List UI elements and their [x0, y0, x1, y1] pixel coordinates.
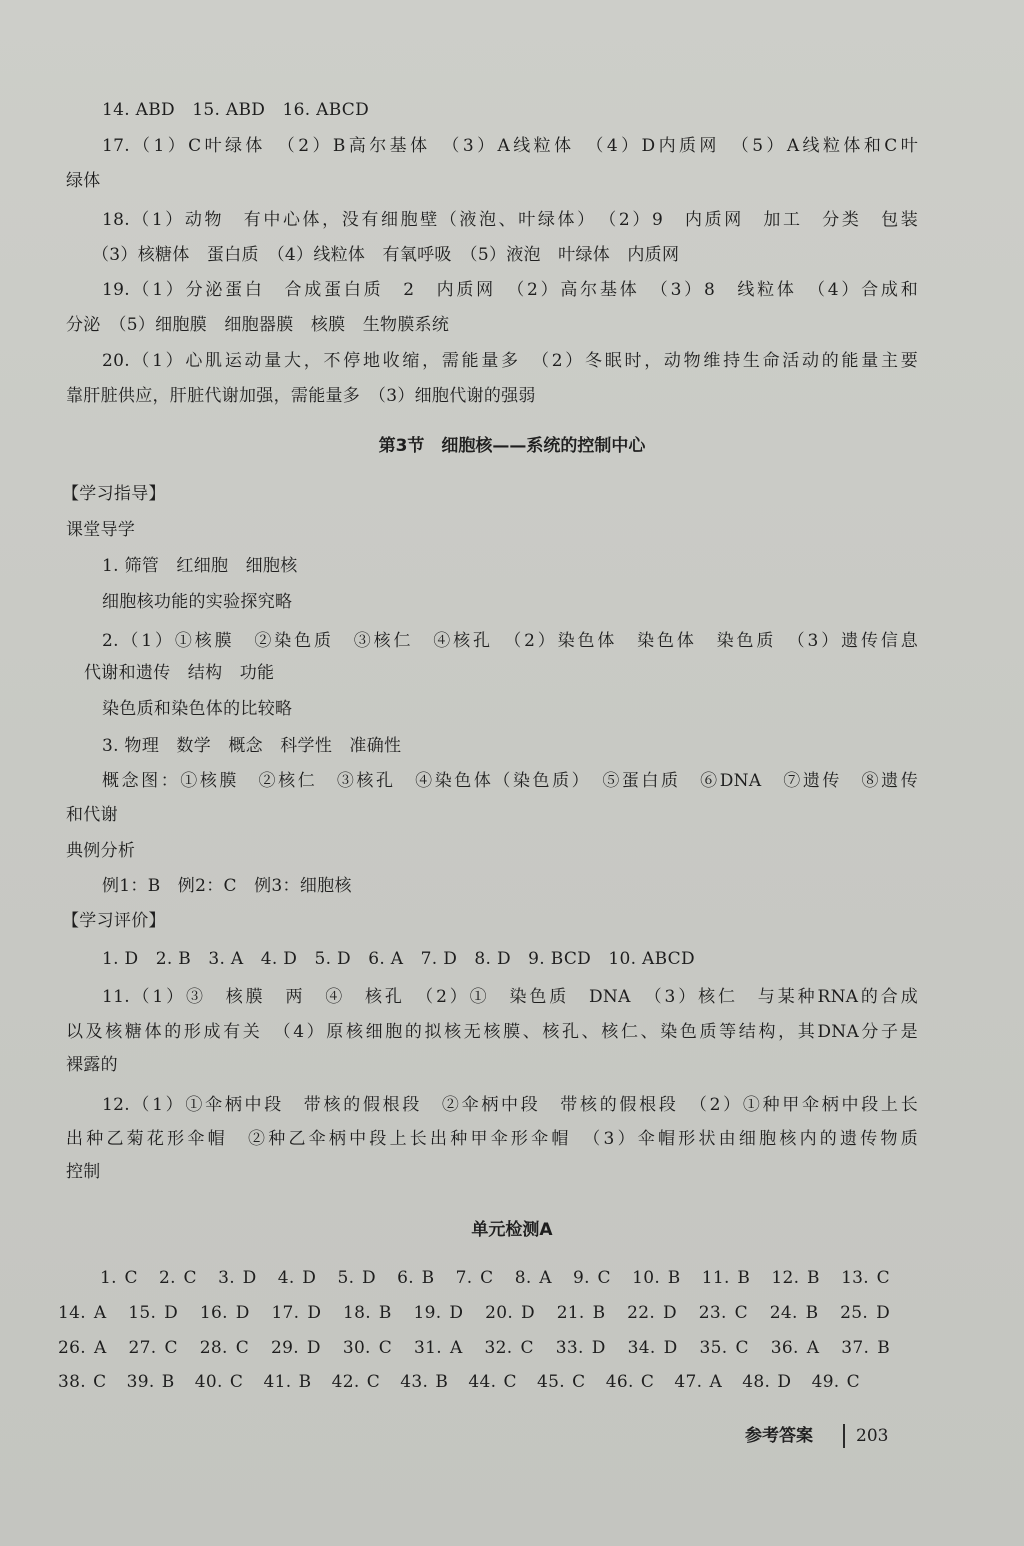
unit-test-answers-row-2: 14. A 15. D 16. D 17. D 18. B 19. D 20. D 21. B 22. D 23. C 24. B 25. D: [58, 1303, 890, 1323]
answer-line-18: 18.（1）动物 有中心体，没有细胞壁（液泡、叶绿体） （2）9 内质网 加工 分类 包装: [102, 210, 918, 230]
footer-divider: [843, 1424, 845, 1448]
evaluation-answer-11: 11.（1）③ 核膜 两 ④ 核孔 （2）① 染色质 DNA （3）核仁 与某种RNA的合成: [102, 987, 918, 1007]
guide-item-2: 2.（1）①核膜 ②染色质 ③核仁 ④核孔 （2）染色体 染色体 染色质 （3）遗传信息: [102, 631, 918, 651]
study-evaluation-heading: 【学习评价】: [62, 911, 166, 931]
unit-test-heading: 单元检测A: [471, 1220, 553, 1240]
answer-line-17-cont: 绿体: [66, 171, 101, 191]
evaluation-answers-1-10: 1. D 2. B 3. A 4. D 5. D 6. A 7. D 8. D 9. BCD 10. ABCD: [102, 949, 695, 969]
answer-line-19-cont: 分泌 （5）细胞膜 细胞器膜 核膜 生物膜系统: [66, 315, 450, 335]
answer-line-17: 17.（1）C叶绿体 （2）B高尔基体 （3）A线粒体 （4）D内质网 （5）A线粒体和C叶: [102, 136, 918, 156]
guide-item-1: 1. 筛管 红细胞 细胞核: [102, 556, 298, 576]
concept-map-line-cont: 和代谢: [66, 805, 118, 825]
guide-item-2-cont: 代谢和遗传 结构 功能: [84, 663, 275, 683]
evaluation-answer-12-end: 控制: [66, 1162, 101, 1182]
answer-line-19: 19.（1）分泌蛋白 合成蛋白质 2 内质网 （2）高尔基体 （3）8 线粒体 （4）合成和: [102, 280, 918, 300]
example-analysis-heading: 典例分析: [66, 841, 136, 861]
guide-item-1-note: 细胞核功能的实验探究略: [102, 592, 293, 612]
evaluation-answer-11-cont: 以及核糖体的形成有关 （4）原核细胞的拟核无核膜、核孔、核仁、染色质等结构，其DNA分子是: [66, 1022, 918, 1042]
section-heading-3: 第3节 细胞核——系统的控制中心: [378, 436, 646, 456]
evaluation-answer-11-end: 裸露的: [66, 1055, 118, 1075]
answer-line-18-cont: （3）核糖体 蛋白质 （4）线粒体 有氧呼吸 （5）液泡 叶绿体 内质网: [92, 245, 680, 265]
answer-line-20-cont: 靠肝脏供应，肝脏代谢加强，需能量多 （3）细胞代谢的强弱: [66, 386, 536, 406]
guide-item-3: 3. 物理 数学 概念 科学性 准确性: [102, 736, 402, 756]
concept-map-line: 概念图：①核膜 ②核仁 ③核孔 ④染色体（染色质） ⑤蛋白质 ⑥DNA ⑦遗传 ⑧遗传: [102, 771, 918, 791]
evaluation-answer-12-cont: 出种乙菊花形伞帽 ②种乙伞柄中段上长出种甲伞形伞帽 （3）伞帽形状由细胞核内的遗传物质: [66, 1129, 918, 1149]
footer-section-label: 参考答案: [745, 1426, 813, 1446]
classroom-guide-heading: 课堂导学: [66, 520, 136, 540]
example-answers: 例1：B 例2：C 例3：细胞核: [102, 876, 352, 896]
unit-test-answers-row-3: 26. A 27. C 28. C 29. D 30. C 31. A 32. C 33. D 34. D 35. C 36. A 37. B: [58, 1338, 890, 1358]
unit-test-answers-row-1: 1. C 2. C 3. D 4. D 5. D 6. B 7. C 8. A 9. C 10. B 11. B 12. B 13. C: [100, 1268, 890, 1288]
study-guide-heading: 【学习指导】: [62, 484, 166, 504]
evaluation-answer-12: 12.（1）①伞柄中段 带核的假根段 ②伞柄中段 带核的假根段 （2）①种甲伞柄中段上长: [102, 1095, 918, 1115]
answer-line-14-16: 14. ABD 15. ABD 16. ABCD: [102, 100, 370, 120]
page-number: 203: [856, 1426, 889, 1446]
answer-line-20: 20.（1）心肌运动量大，不停地收缩，需能量多 （2）冬眠时，动物维持生命活动的能量主要: [102, 351, 918, 371]
guide-item-2-note: 染色质和染色体的比较略: [102, 699, 293, 719]
unit-test-answers-row-4: 38. C 39. B 40. C 41. B 42. C 43. B 44. C 45. C 46. C 47. A 48. D 49. C: [58, 1372, 860, 1392]
